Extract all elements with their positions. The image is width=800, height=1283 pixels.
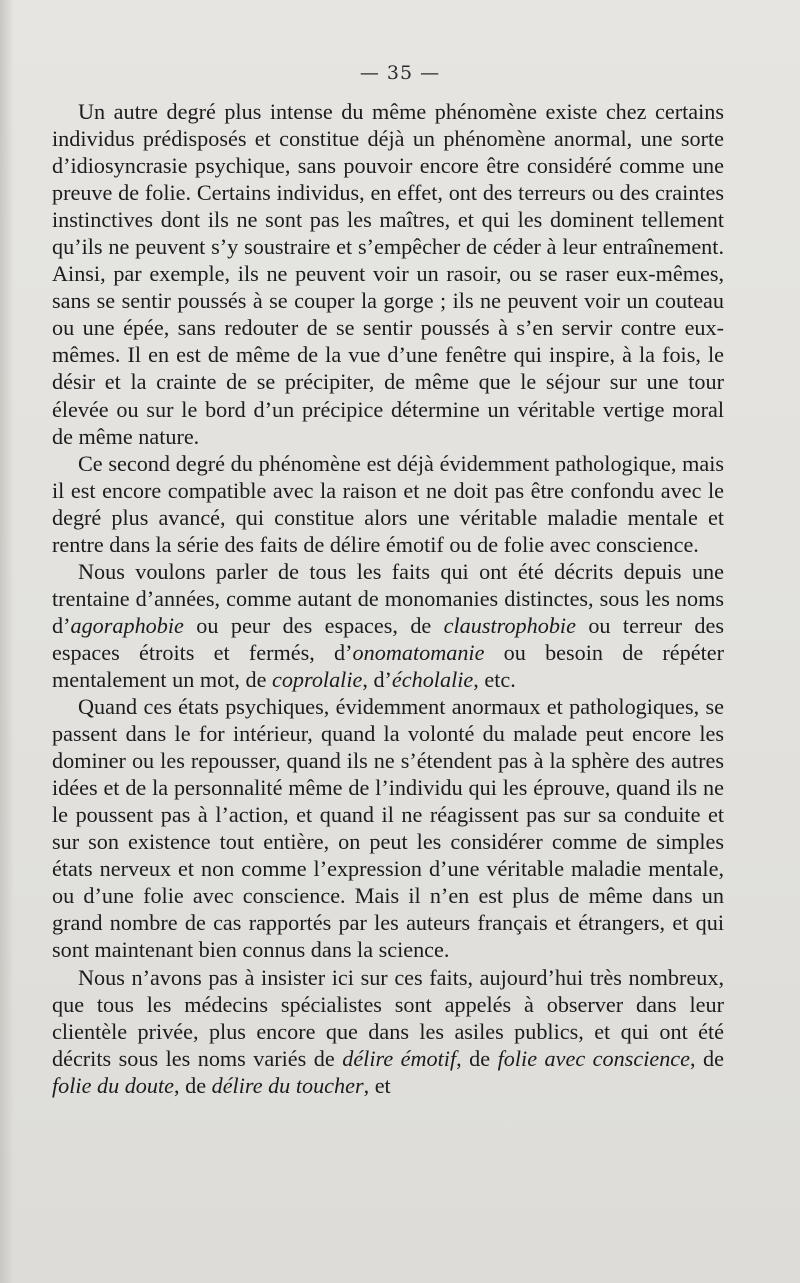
italic-term: onomatomanie [352,639,485,665]
paragraph [52,693,724,963]
text-run: , d’ [362,666,392,692]
text-run: Nous n’avons pas à insister ici sur ces faits, aujourd’hui très nombreux, que tous les médecins spécialistes sont appelés à observer dans leur clientèle privée, plus encore que dans les asiles publics, et qui ont été décrits sous les noms variés de [52,964,724,1071]
paragraph [52,558,724,693]
text-run: , etc. [473,666,516,692]
text-run: ou terreur des espaces étroits et fermés, d’ [52,612,724,665]
italic-term: folie avec conscience [497,1045,690,1071]
italic-term: coprolalie [271,666,363,692]
paragraph [52,450,724,558]
text-run: ou peur des espaces, de [183,612,444,638]
text-run: Nous voulons parler de tous les faits qui ont été décrits depuis une trentaine d’années, comme autant de monomanies distinctes, sous les noms d’ [52,558,724,638]
text-run: , et [363,1072,391,1098]
italic-term: écholalie [391,666,474,692]
italic-term: délire émotif [342,1045,457,1071]
page-shadow-edge [0,0,14,1283]
text-run: ou besoin de répéter mentalement un mot, de [52,639,724,692]
italic-term: agoraphobie [70,612,184,638]
italic-term: claustrophobie [443,612,576,638]
italic-term: folie du doute [52,1072,175,1098]
text-run: , de [456,1045,498,1071]
text-run: Un autre degré plus intense du même phénomène existe chez certains individus prédisposés et constitue déjà un phénomène anormal, une sorte d’idiosyncrasie psychique, sans pouvoir encore être considéré comme une preuve de folie. Certains individus, en effet, ont des terreurs ou des craintes instinctives dont ils ne sont pas les maîtres, et qui les dominent tellement qu’ils ne peuvent s’y soustraire et s’empêcher de céder à leur entraînement. Ainsi, par exemple, ils ne peuvent voir un rasoir, ou se raser eux-mêmes, sans se sentir poussés à se couper la gorge ; ils ne peuvent voir un couteau ou une épée, sans redouter de se sentir poussés à s’en servir contre eux-mêmes. Il en est de même de la vue d’une fenêtre qui inspire, à la fois, le désir et la crainte de se précipiter, de même que le séjour sur une tour élevée ou sur le bord d’un précipice détermine un véritable vertige moral de même nature. [52,99,724,449]
paragraph [52,964,724,1099]
italic-term: délire du toucher [211,1072,364,1098]
paragraph [52,98,724,450]
page-number: — 35 — [359,62,441,84]
body-text [52,98,724,1099]
text-run: Quand ces états psychiques, évidemment anormaux et pathologiques, se passent dans le for intérieur, quand la volonté du malade peut encore les dominer ou les repousser, quand ils ne s’étendent pas à la sphère des autres idées et de la personnalité même de l’individu qui les éprouve, quand ils ne le poussent pas à l’action, et quand il ne réagissent pas sur sa conduite et sur son existence tout entière, on peut les considérer comme de simples états nerveux et non comme l’expression d’une véritable maladie mentale, ou d’une folie avec conscience. Mais il n’en est plus de même dans un grand nombre de cas rapportés par les auteurs français et étrangers, et qui sont maintenant bien connus dans la science. [52,694,724,963]
text-run: , de [690,1045,724,1071]
text-run: , de [174,1072,212,1098]
text-run: Ce second degré du phénomène est déjà évidemment pathologique, mais il est encore compatible avec la raison et ne doit pas être confondu avec le degré plus avancé, qui constitue alors une véritable maladie mentale et rentre dans la série des faits de délire émotif ou de folie avec conscience. [52,450,724,557]
